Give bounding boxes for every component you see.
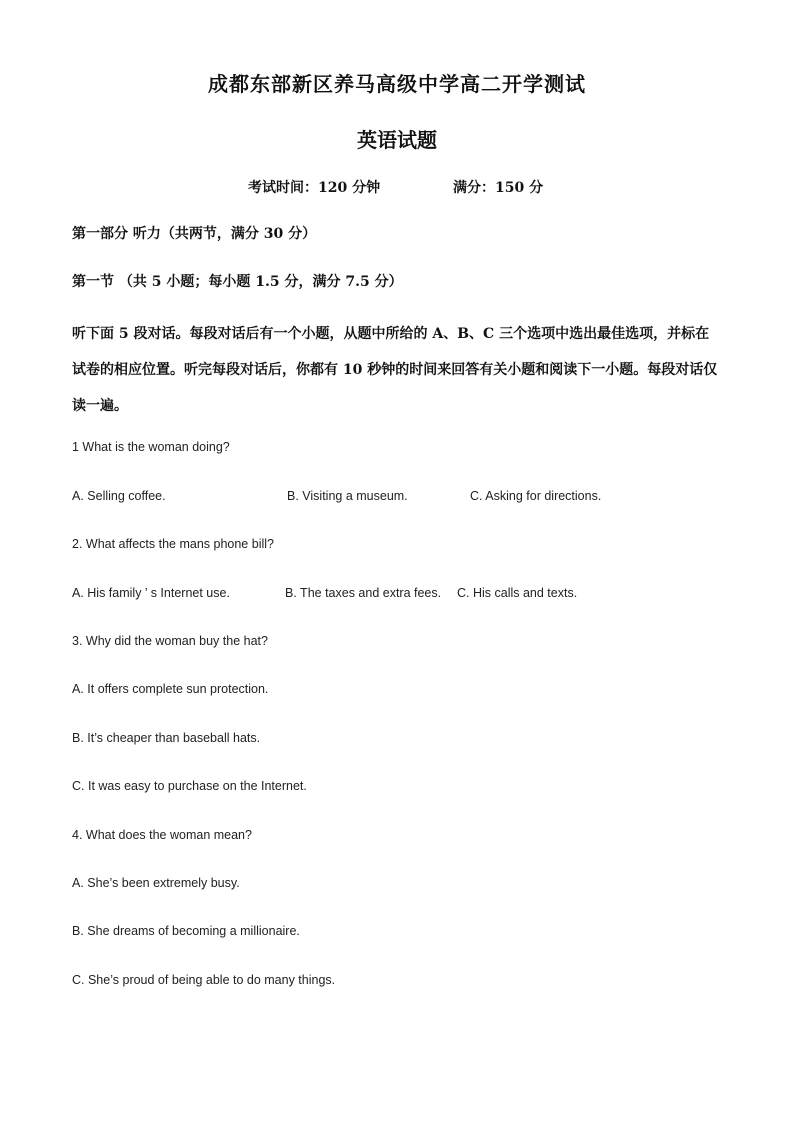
question-2-option-a: A. His family ’ s Internet use. xyxy=(72,586,230,600)
question-2-option-c: C. His calls and texts. xyxy=(457,586,578,600)
exam-title: 成都东部新区养马高级中学高二开学测试 xyxy=(208,72,586,96)
exam-full-score: 满分：150 分 xyxy=(453,180,544,196)
question-1-option-c: C. Asking for directions. xyxy=(470,489,602,503)
question-2-option-b: B. The taxes and extra fees. xyxy=(285,586,442,600)
question-2-stem: 2. What affects the mans phone bill? xyxy=(72,537,274,551)
question-3-option-c: C. It was easy to purchase on the Internet. xyxy=(72,779,307,793)
question-3-option-b: B. It’s cheaper than baseball hats. xyxy=(72,731,261,745)
question-4-option-a: A. She’s been extremely busy. xyxy=(72,876,240,890)
question-1-option-a: A. Selling coffee. xyxy=(72,489,166,503)
question-4-option-b: B. She dreams of becoming a millionaire. xyxy=(72,924,300,938)
question-1-stem: 1 What is the woman doing? xyxy=(72,440,230,454)
part-one-heading: 第一部分 听力（共两节，满分 30 分） xyxy=(72,226,317,242)
section-one-heading: 第一节 （共 5 小题；每小题 1.5 分，满分 7.5 分） xyxy=(72,274,403,290)
question-1-option-b: B. Visiting a museum. xyxy=(287,489,408,503)
section-instructions: 听下面 5 段对话。每段对话后有一个小题，从题中所给的 A、B、C 三个选项中选出最佳选项，并标在试卷的相应位置。听完每段对话后，你都有 10 秒钟的时间来回答有关小题和阅读下一小题。每段对话仅读一遍。 xyxy=(72,326,718,414)
question-3-option-a: A. It offers complete sun protection. xyxy=(72,682,269,696)
exam-time: 考试时间：120 分钟 xyxy=(248,180,381,196)
exam-subtitle: 英语试题 xyxy=(357,128,437,152)
question-3-stem: 3. Why did the woman buy the hat? xyxy=(72,634,268,648)
question-4-stem: 4. What does the woman mean? xyxy=(72,828,252,842)
question-4-option-c: C. She’s proud of being able to do many things. xyxy=(72,973,336,987)
